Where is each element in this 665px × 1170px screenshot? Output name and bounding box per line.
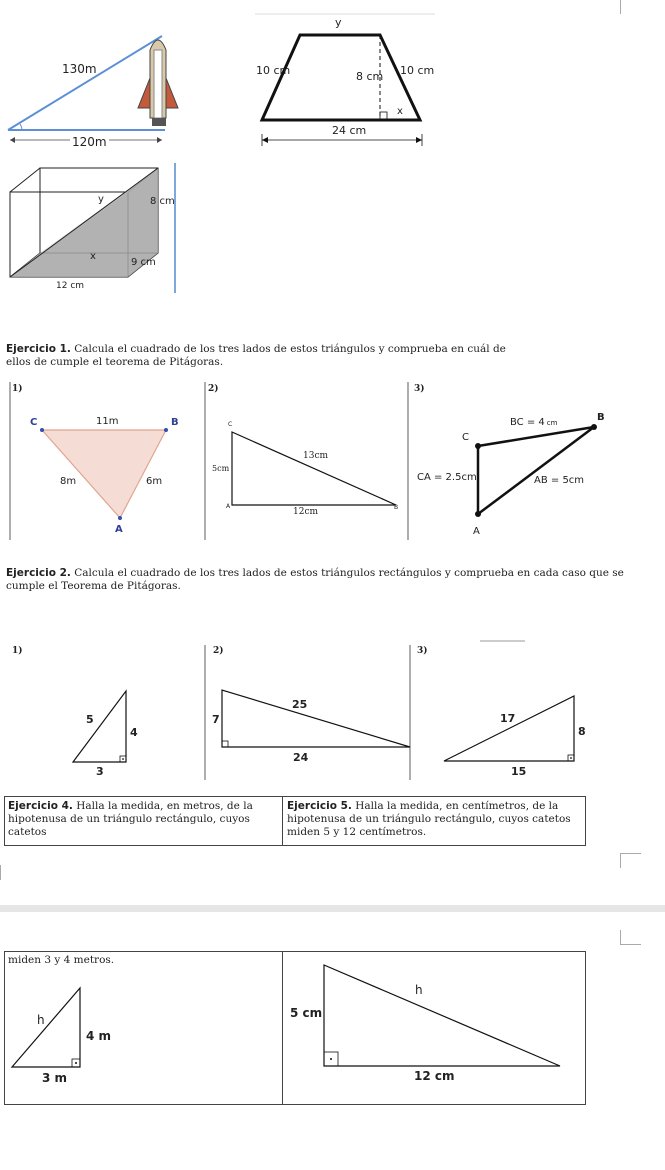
rocket-base-label: 120m xyxy=(72,135,107,149)
ex1-p3-B: B xyxy=(597,412,605,423)
trap-right-label: 10 cm xyxy=(400,64,435,77)
ex1-p1-right: 6m xyxy=(146,476,163,487)
trap-base-label: 24 cm xyxy=(332,124,367,137)
trap-height-label: 8 cm xyxy=(356,70,384,83)
trap-top-label: y xyxy=(335,16,342,29)
ex4-continued: miden 3 y 4 metros. xyxy=(8,954,115,966)
ex1-p2-base: 12cm xyxy=(293,507,319,517)
ex5-base-label: 12 cm xyxy=(414,1069,455,1083)
prism-width-label: 12 cm xyxy=(56,281,85,291)
ex5-leg-label: 5 cm xyxy=(290,1006,323,1020)
ex2-title: Ejercicio 2. xyxy=(6,567,71,579)
ex5-triangle xyxy=(324,965,560,1066)
ex2-p2-num: 2) xyxy=(213,646,224,656)
ex1-p3-ca: CA = 2.5cm xyxy=(417,472,477,483)
ex4-h-label: h xyxy=(37,1013,45,1027)
ex2-p3-hyp: 17 xyxy=(500,712,516,725)
ex1-p2-num: 2) xyxy=(208,384,219,394)
ex1-text-line1: Calcula el cuadrado de los tres lados de estos triángulos y comprueba en cuál de xyxy=(74,343,506,355)
ex2-text-line1: Calcula el cuadrado de los tres lados de estos triángulos rectángulos y comprueba en cada caso que se xyxy=(74,567,624,579)
ex1-text-line2: ellos de cumple el teorema de Pitágoras. xyxy=(6,356,224,368)
ex4-leg-label: 4 m xyxy=(86,1029,112,1043)
ex2-text-line2: cumple el Teorema de Pitágoras. xyxy=(6,580,181,592)
ex5-text-line3: miden 5 y 12 centímetros. xyxy=(287,826,427,838)
ex2-p1-base: 3 xyxy=(96,765,104,778)
ex1-p1-top: 11m xyxy=(96,416,119,427)
ex1-p1-A: A xyxy=(115,524,123,535)
ex1-p3-C: C xyxy=(462,432,469,443)
ex4-text-line1: Halla la medida, en metros, de la xyxy=(76,800,253,812)
ex1-p3-num: 3) xyxy=(414,384,425,394)
ex1-p1-num: 1) xyxy=(12,384,23,394)
ex2-p2-hyp: 25 xyxy=(292,698,308,711)
ex1-title: Ejercicio 1. xyxy=(6,343,71,355)
trap-left-label: 10 cm xyxy=(256,64,291,77)
ex4-title: Ejercicio 4. xyxy=(8,800,73,812)
ex1-p2-left: 5cm xyxy=(212,464,230,473)
ex5-title: Ejercicio 5. xyxy=(287,800,352,812)
ex2-p1-leg: 4 xyxy=(130,726,138,739)
ex1-p1-B: B xyxy=(171,417,179,428)
ex5-h-label: h xyxy=(415,983,423,997)
ex2-p2-leg: 7 xyxy=(212,713,220,726)
ex1-p1-left: 8m xyxy=(60,476,77,487)
ex2-p1-num: 1) xyxy=(12,646,23,656)
prism-x-label: x xyxy=(90,251,96,262)
prism-y-label: y xyxy=(98,194,104,205)
ex4-text-line3: catetos xyxy=(8,826,47,838)
ex2-p1-hyp: 5 xyxy=(86,713,94,726)
ex5-text-line2: hipotenusa de un triángulo rectángulo, cuyos catetos xyxy=(287,813,571,825)
ex1-p3-ab: AB = 5cm xyxy=(534,475,585,486)
ex1-p1-C: C xyxy=(30,417,38,428)
prism-height-label: 8 cm xyxy=(150,196,175,207)
trap-x-label: x xyxy=(397,106,403,117)
ex1-p2-A: A xyxy=(226,503,231,510)
ex1-p3-A: A xyxy=(473,526,480,537)
ex1-p3-bc: BC = 4 cm xyxy=(510,417,558,428)
ex2-p3-base: 15 xyxy=(511,765,527,778)
ex4-text-line2: hipotenusa de un triángulo rectángulo, cuyos xyxy=(8,813,250,825)
prism-depth-label: 9 cm xyxy=(131,257,156,268)
ex1-p2-B: B xyxy=(394,504,399,511)
ex4-base-label: 3 m xyxy=(42,1071,68,1085)
rocket-hyp-label: 130m xyxy=(62,62,97,76)
ex2-p2-base: 24 xyxy=(293,751,309,764)
ex4-triangle xyxy=(12,988,80,1067)
ex1-p2-hyp: 13cm xyxy=(303,451,329,461)
ex5-text-line1: Halla la medida, en centímetros, de la xyxy=(355,800,559,812)
ex2-p3-leg: 8 xyxy=(578,725,586,738)
ex1-p2-C: C xyxy=(228,421,233,428)
ex2-p3-num: 3) xyxy=(417,646,428,656)
